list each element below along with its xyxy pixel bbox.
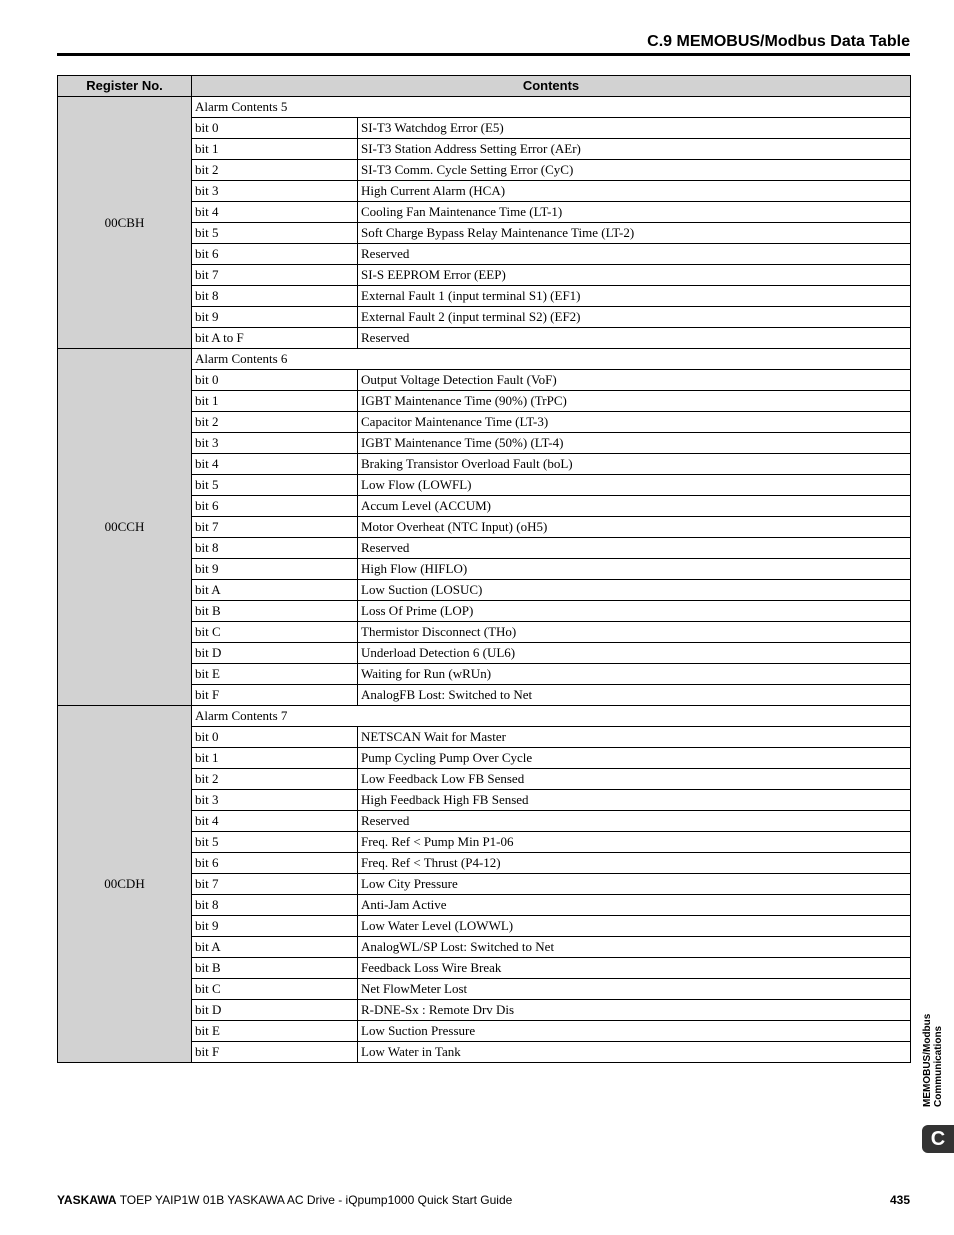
description-cell: Low Feedback Low FB Sensed bbox=[358, 769, 911, 790]
chapter-side-label bbox=[922, 1000, 950, 1110]
description-cell: AnalogFB Lost: Switched to Net bbox=[358, 685, 911, 706]
bit-cell: bit 8 bbox=[192, 538, 358, 559]
bit-cell: bit 2 bbox=[192, 769, 358, 790]
group-title-cell: Alarm Contents 6 bbox=[192, 349, 911, 370]
description-cell: Low Suction (LOSUC) bbox=[358, 580, 911, 601]
page-footer bbox=[57, 1193, 910, 1207]
register-number-cell: 00CBH bbox=[58, 97, 192, 349]
bit-cell: bit 6 bbox=[192, 244, 358, 265]
bit-cell: bit 3 bbox=[192, 433, 358, 454]
table-row bbox=[58, 706, 911, 727]
bit-cell: bit 5 bbox=[192, 475, 358, 496]
register-number-cell: 00CCH bbox=[58, 349, 192, 706]
bit-cell: bit B bbox=[192, 958, 358, 979]
bit-cell: bit F bbox=[192, 685, 358, 706]
bit-cell: bit D bbox=[192, 643, 358, 664]
description-cell: Reserved bbox=[358, 811, 911, 832]
description-cell: Reserved bbox=[358, 538, 911, 559]
description-cell: SI-T3 Comm. Cycle Setting Error (CyC) bbox=[358, 160, 911, 181]
description-cell: Pump Cycling Pump Over Cycle bbox=[358, 748, 911, 769]
bit-cell: bit 4 bbox=[192, 454, 358, 475]
bit-cell: bit 5 bbox=[192, 223, 358, 244]
bit-cell: bit 1 bbox=[192, 391, 358, 412]
description-cell: High Flow (HIFLO) bbox=[358, 559, 911, 580]
description-cell: Freq. Ref < Thrust (P4-12) bbox=[358, 853, 911, 874]
table-row bbox=[58, 349, 911, 370]
bit-cell: bit F bbox=[192, 1042, 358, 1063]
bit-cell: bit 0 bbox=[192, 118, 358, 139]
footer-brand: YASKAWA bbox=[57, 1193, 117, 1207]
page-number: 435 bbox=[889, 1193, 910, 1207]
description-cell: Loss Of Prime (LOP) bbox=[358, 601, 911, 622]
bit-cell: bit 4 bbox=[192, 202, 358, 223]
description-cell: Low Flow (LOWFL) bbox=[358, 475, 911, 496]
description-cell: R-DNE-Sx : Remote Drv Dis bbox=[358, 1000, 911, 1021]
bit-cell: bit 7 bbox=[192, 874, 358, 895]
description-cell: Low City Pressure bbox=[358, 874, 911, 895]
header-divider bbox=[57, 53, 910, 56]
bit-cell: bit 9 bbox=[192, 916, 358, 937]
side-label-line1: MEMOBUS/Modbus bbox=[922, 1013, 933, 1107]
description-cell: SI-T3 Watchdog Error (E5) bbox=[358, 118, 911, 139]
description-cell: Cooling Fan Maintenance Time (LT-1) bbox=[358, 202, 911, 223]
side-label-line2: Communications bbox=[933, 1025, 944, 1107]
table-body bbox=[58, 97, 911, 1063]
bit-cell: bit 8 bbox=[192, 895, 358, 916]
table-header-row bbox=[58, 76, 911, 97]
bit-cell: bit A bbox=[192, 580, 358, 601]
group-title-cell: Alarm Contents 7 bbox=[192, 706, 911, 727]
description-cell: IGBT Maintenance Time (50%) (LT-4) bbox=[358, 433, 911, 454]
column-header-contents: Contents bbox=[192, 76, 911, 97]
bit-cell: bit 5 bbox=[192, 832, 358, 853]
bit-cell: bit 1 bbox=[192, 139, 358, 160]
description-cell: AnalogWL/SP Lost: Switched to Net bbox=[358, 937, 911, 958]
description-cell: High Feedback High FB Sensed bbox=[358, 790, 911, 811]
bit-cell: bit 0 bbox=[192, 370, 358, 391]
description-cell: Braking Transistor Overload Fault (boL) bbox=[358, 454, 911, 475]
bit-cell: bit C bbox=[192, 622, 358, 643]
bit-cell: bit 9 bbox=[192, 559, 358, 580]
section-title: C.9 MEMOBUS/Modbus Data Table bbox=[647, 33, 910, 50]
description-cell: Anti-Jam Active bbox=[358, 895, 911, 916]
description-cell: Low Water in Tank bbox=[358, 1042, 911, 1063]
bit-cell: bit 7 bbox=[192, 517, 358, 538]
memobus-data-table bbox=[57, 75, 911, 1063]
bit-cell: bit E bbox=[192, 664, 358, 685]
bit-cell: bit A to F bbox=[192, 328, 358, 349]
description-cell: Low Suction Pressure bbox=[358, 1021, 911, 1042]
table-row bbox=[58, 97, 911, 118]
description-cell: SI-S EEPROM Error (EEP) bbox=[358, 265, 911, 286]
bit-cell: bit 8 bbox=[192, 286, 358, 307]
description-cell: Reserved bbox=[358, 328, 911, 349]
bit-cell: bit D bbox=[192, 1000, 358, 1021]
description-cell: Freq. Ref < Pump Min P1-06 bbox=[358, 832, 911, 853]
description-cell: Soft Charge Bypass Relay Maintenance Time (LT-2) bbox=[358, 223, 911, 244]
description-cell: Capacitor Maintenance Time (LT-3) bbox=[358, 412, 911, 433]
description-cell: High Current Alarm (HCA) bbox=[358, 181, 911, 202]
bit-cell: bit 7 bbox=[192, 265, 358, 286]
bit-cell: bit 3 bbox=[192, 790, 358, 811]
description-cell: IGBT Maintenance Time (90%) (TrPC) bbox=[358, 391, 911, 412]
bit-cell: bit 3 bbox=[192, 181, 358, 202]
bit-cell: bit 6 bbox=[192, 853, 358, 874]
description-cell: Underload Detection 6 (UL6) bbox=[358, 643, 911, 664]
description-cell: Reserved bbox=[358, 244, 911, 265]
group-title-cell: Alarm Contents 5 bbox=[192, 97, 911, 118]
footer-text: TOEP YAIP1W 01B YASKAWA AC Drive - iQpump1000 Quick Start Guide bbox=[116, 1193, 513, 1207]
description-cell: Accum Level (ACCUM) bbox=[358, 496, 911, 517]
bit-cell: bit 2 bbox=[192, 412, 358, 433]
bit-cell: bit 1 bbox=[192, 748, 358, 769]
description-cell: NETSCAN Wait for Master bbox=[358, 727, 911, 748]
description-cell: External Fault 1 (input terminal S1) (EF1) bbox=[358, 286, 911, 307]
description-cell: Motor Overheat (NTC Input) (oH5) bbox=[358, 517, 911, 538]
chapter-tab-letter: C bbox=[922, 1125, 954, 1153]
description-cell: Net FlowMeter Lost bbox=[358, 979, 911, 1000]
bit-cell: bit 9 bbox=[192, 307, 358, 328]
description-cell: External Fault 2 (input terminal S2) (EF2) bbox=[358, 307, 911, 328]
description-cell: SI-T3 Station Address Setting Error (AEr) bbox=[358, 139, 911, 160]
column-header-register: Register No. bbox=[58, 76, 192, 97]
bit-cell: bit 6 bbox=[192, 496, 358, 517]
register-number-cell: 00CDH bbox=[58, 706, 192, 1063]
bit-cell: bit E bbox=[192, 1021, 358, 1042]
description-cell: Feedback Loss Wire Break bbox=[358, 958, 911, 979]
bit-cell: bit A bbox=[192, 937, 358, 958]
bit-cell: bit B bbox=[192, 601, 358, 622]
description-cell: Low Water Level (LOWWL) bbox=[358, 916, 911, 937]
description-cell: Thermistor Disconnect (THo) bbox=[358, 622, 911, 643]
description-cell: Output Voltage Detection Fault (VoF) bbox=[358, 370, 911, 391]
bit-cell: bit 0 bbox=[192, 727, 358, 748]
bit-cell: bit C bbox=[192, 979, 358, 1000]
bit-cell: bit 4 bbox=[192, 811, 358, 832]
description-cell: Waiting for Run (wRUn) bbox=[358, 664, 911, 685]
bit-cell: bit 2 bbox=[192, 160, 358, 181]
